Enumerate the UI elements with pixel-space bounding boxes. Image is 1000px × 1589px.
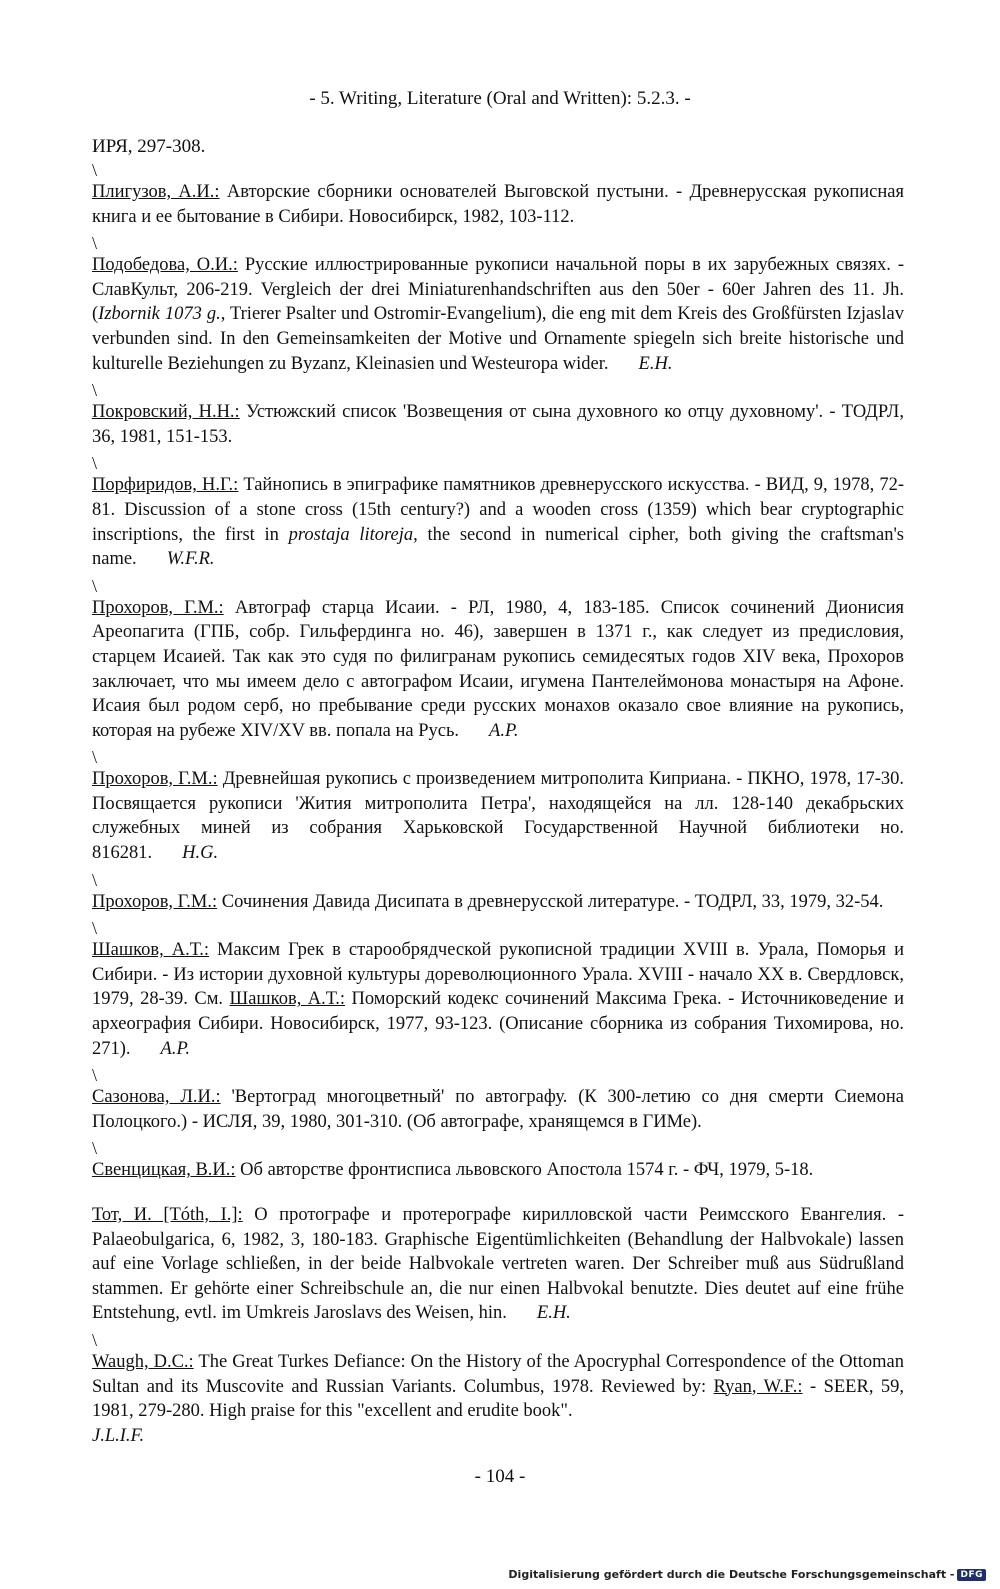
running-header: - 5. Writing, Literature (Oral and Written): 5.2.3. - — [309, 88, 691, 109]
digitization-footer — [508, 1568, 986, 1581]
entry-text: Об авторстве фронтисписа львовского Апостола 1574 г. - ФЧ, 1979, 5-18. — [235, 1160, 814, 1181]
entry-text: Автограф старца Исаии. - РЛ, 1980, 4, 183-185. Список сочинений Дионисия Ареопагита (ГПБ, собр. Гильфердинга но. 46), завершен в 1371 г., как следует из предисловия, старцем Исаией. Так как это судя по филигранам рукопись семидесятых годов XIV века, Прохоров заключает, что мы имеем дело с автографом Исаии, игумена Пантелеймонова монастыря на Афоне. Исаия был родом серб, но пребывание среди русских монахов оказало свое влияние на рукопись, которая на рубеже XIV/XV вв. попала на Русь. — [92, 597, 904, 741]
dfg-logo: DFG — [957, 1569, 986, 1581]
entry-separator: \ — [92, 160, 98, 180]
entry-author: Прохоров, Г.М.: — [92, 597, 224, 618]
bibliography-entry — [92, 1350, 904, 1448]
continuation-line: ИРЯ, 297-308. — [92, 136, 206, 157]
reviewer-initials: H.G. — [182, 843, 219, 864]
bibliography-entry — [92, 1158, 904, 1183]
bibliography-entry — [92, 473, 904, 571]
bibliography-entry — [92, 1203, 904, 1326]
reviewer-initials: A.P. — [160, 1038, 191, 1059]
bibliography-entry — [92, 253, 904, 376]
entry-separator: \ — [92, 918, 98, 939]
entry-text: Сочинения Давида Дисипата в древнерусской литературе. - ТОДРЛ, 33, 1979, 32-54. — [217, 891, 884, 912]
reviewer-initials: J.L.I.F. — [92, 1425, 145, 1446]
entry-text-continued: Поморский кодекс сочинений Максима Грека. - Источниковедение и археография Сибири. Новосибирск, 1977, 93-123. (Описание сборника из собрания Тихомирова, но. 271). — [92, 989, 904, 1059]
bibliography-entry — [92, 890, 904, 915]
entry-author: Подобедова, О.И.: — [92, 255, 238, 276]
entry-italic-title: Izbornik 1073 g. — [98, 304, 221, 325]
entry-separator: \ — [92, 1065, 98, 1086]
entry-author: Прохоров, Г.М.: — [92, 891, 218, 912]
entry-separator: \ — [92, 453, 98, 474]
entry-author: Покровский, Н.Н.: — [92, 402, 240, 423]
bibliography-entry — [92, 1085, 904, 1134]
bibliography-entry — [92, 596, 904, 744]
entry-author: Тот, И. [Tóth, I.]: — [92, 1205, 243, 1225]
entry-italic-title: prostaja litoreja — [288, 524, 414, 545]
entry-author: Прохоров, Г.М.: — [92, 769, 218, 790]
entry-separator: \ — [92, 1138, 98, 1159]
entry-author: Свенцицкая, В.И.: — [92, 1160, 236, 1181]
footer-text: Digitalisierung gefördert durch die Deutsche Forschungsgemeinschaft - — [508, 1568, 955, 1581]
entry-separator: \ — [92, 1329, 98, 1350]
entry-text: 'Вертоград многоцветный' по автографу. (К 300-летию со дня смерти Сиемона Полоцкого.) - ИСЛЯ, 39, 1980, 301-310. (Об автографе, хранящемся в ГИМе). — [92, 1087, 904, 1132]
bibliography-list — [92, 160, 904, 1452]
entry-author: Плигузов, А.И.: — [92, 182, 220, 202]
reviewer-initials: E.H. — [638, 353, 673, 374]
entry-text: Максим Грек в старообрядческой рукописной традиции XVIII в. Урала, Поморья и Сибири. - Из истории духовной культуры дореволюционного Урала. XVIII - начало XX в. Свердловск, 1979, 28-39. См. — [92, 940, 904, 1010]
entry-text-continued: , the second in numerical cipher, both giving the craftsman's name. — [92, 524, 905, 570]
entry-separator: \ — [92, 575, 98, 596]
entry-author: Waugh, D.C.: — [92, 1351, 194, 1372]
entry-text: Устюжский список 'Возвещения от сына духовного ко отцу духовному'. - ТОДРЛ, 36, 1981, 151-153. — [92, 402, 904, 447]
entry-separator: \ — [92, 233, 98, 254]
reviewer-initials: A.P. — [489, 720, 519, 741]
entry-text: Древнейшая рукопись с произведением митрополита Киприана. - ПКНО, 1978, 17-30. Посвящается рукописи 'Жития митрополита Петра', находящейся на лл. 128-140 декабрьских служебных миней из собрания Харьковской Государственной Научной библиотеки но. 816281. — [92, 769, 904, 864]
reviewer-initials: W.F.R. — [166, 549, 215, 570]
entry-text: Русские иллюстрированные рукописи начальной поры в их зарубежных связях. - СлавКульт, 206-219. Vergleich der drei Miniaturenhandschriften aus den 50er - 60er Jahren des 11. Jh. ( — [92, 255, 904, 325]
entry-author: Шашков, А.Т.: — [92, 940, 210, 961]
entry-author: Сазонова, Л.И.: — [92, 1087, 221, 1108]
entry-text-continued: - SEER, 59, 1981, 279-280. High praise for this "excellent and erudite book". — [92, 1376, 905, 1422]
entry-text-continued: , Trierer Psalter und Ostromir-Evangelium), die eng mit dem Kreis des Großfürsten Izjaslav verbunden sind. In den Gemeinsamkeiten der Motive und Ornamente spiegeln sich breite historische und kulturelle Beziehungen zu Byzanz, Kleinasien und Westeuropa wider. — [92, 304, 904, 374]
entry-cross-reference-author: Шашков, А.Т.: — [229, 989, 346, 1010]
entry-text: Авторские сборники основателей Выговской пустыни. - Древнерусская рукописная книга и ее бытование в Сибири. Новосибирск, 1982, 103-112. — [92, 182, 904, 227]
entry-review-author: Ryan, W.F.: — [713, 1376, 803, 1397]
page-number: - 104 - — [474, 1466, 526, 1487]
bibliography-entry — [92, 938, 904, 1061]
entry-separator: \ — [92, 747, 98, 768]
entry-separator: \ — [92, 869, 98, 890]
entry-separator: \ — [92, 380, 98, 401]
bibliography-entry — [92, 180, 904, 229]
entry-text: Тайнопись в эпиграфике памятников древнерусского искусства. - ВИД, 9, 1978, 72-81. Discussion of a stone cross (15th century?) and a wooden cross (1359) which bear cryptographic inscriptions, the first in — [92, 475, 904, 545]
entry-text: The Great Turkes Defiance: On the History of the Apocryphal Correspondence of the Ottoman Sultan and its Muscovite and Russian Variants. Columbus, 1978. Reviewed by: — [92, 1351, 904, 1397]
bibliography-entry — [92, 767, 904, 865]
bibliography-entry — [92, 400, 904, 449]
entry-author: Порфиридов, Н.Г.: — [92, 475, 239, 496]
entry-text: О протографе и протерографе кирилловской части Реимсского Евангелия. - Palaeobulgarica, 6, 1982, 3, 180-183. Graphische Eigentümlichkeiten (Behandlung der Halbvokale) lassen auf eine Vorlage schließen, in der beide Halbvokale vertreten waren. Der Schreiber muß aus Südrußland stammen. Er gehörte einer Schreibschule an, die nur einen Halbvokal benutzte. Dies deutet auf eine frühe Entstehung, evtl. im Umkreis Jaroslavs des Weisen, hin. — [92, 1205, 904, 1324]
reviewer-initials: E.H. — [536, 1303, 571, 1324]
